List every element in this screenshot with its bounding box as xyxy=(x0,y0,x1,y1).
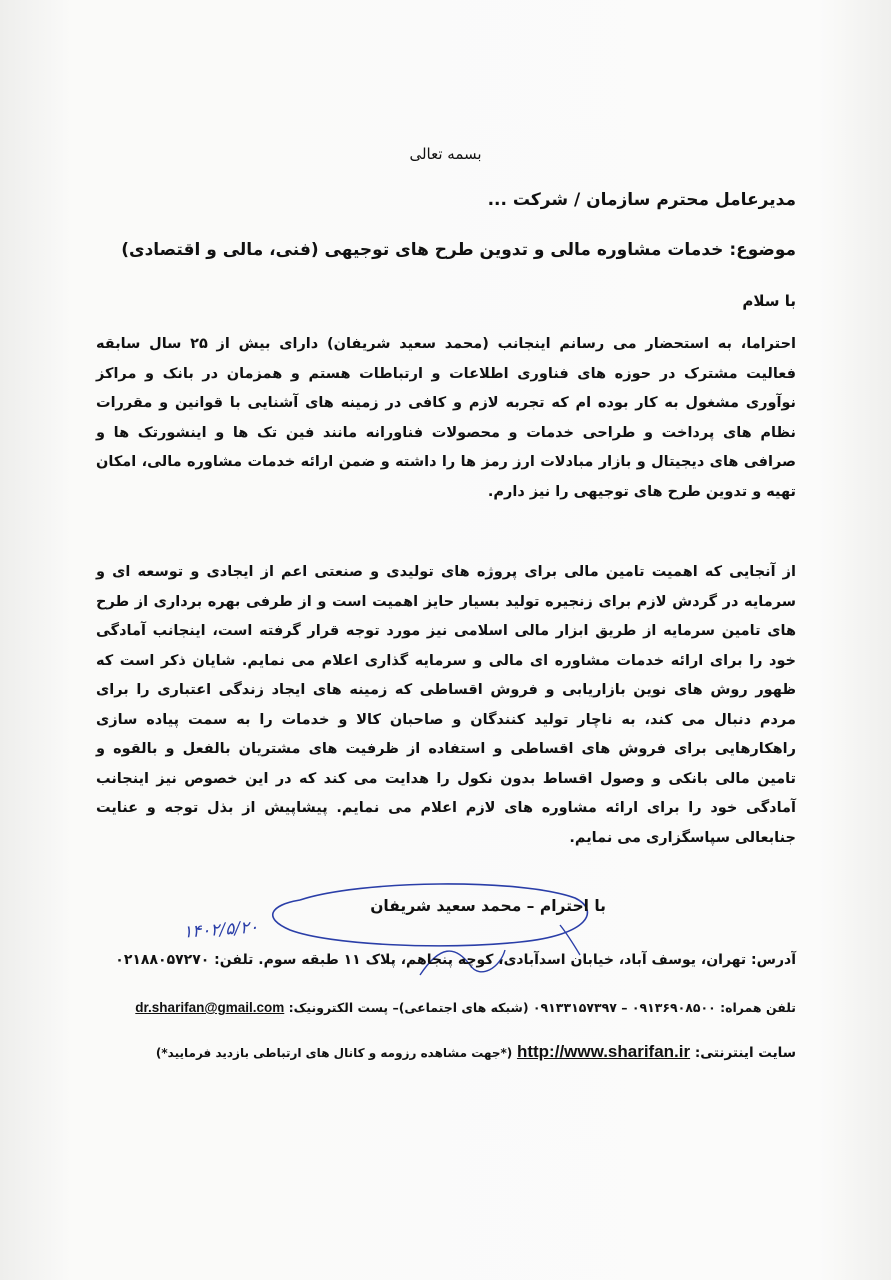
phones-label: تلفن همراه: ۰۹۱۳۶۹۰۸۵۰۰ – ۰۹۱۳۳۱۵۷۳۹۷ (شبکه های اجتماعی)– پست الکترونیک: xyxy=(288,1000,796,1015)
body-paragraph-2: از آنجایی که اهمیت تامین مالی برای پروژه های تولیدی و صنعتی اعم از ایجادی و توسعه ای و سرمایه در گردش لازم برای زنجیره تولید بسیار حایز اهمیت است و از طرفی بهره برداری از طرح های تامین سرمایه از طریق ابزار مالی اسلامی نیز مورد توجه قرار گرفته است، اینجانب آمادگی خود را برای ارائه خدمات مشاوره ای مالی و سرمایه گذاری اعلام می نمایم. شایان ذکر است که ظهور روش های نوین بازاریابی و فروش اقساطی که زمینه های ایجاد زندگی اعتباری را برای مردم دنبال می کند، به ناچار تولید کنندگان و صاحبان کالا و خدمات را به سمت پیاده سازی راهکارهایی برای فروش های اقساطی و استفاده از ظرفیت های مشتریان بالفعل و بالقوه و تامین مالی بانکی و وصول اقساط بدون نکول را هدایت می کند که در این خصوص نیز اینجانب آمادگی خود را برای ارائه مشاوره های لازم اعلام می نمایم. پیشاپیش از بذل توجه و عنایت جنابعالی سپاسگزاری می نمایم. xyxy=(96,564,796,846)
website-note: (*جهت مشاهده رزومه و کانال های ارتباطی بازدید فرمایید*) xyxy=(155,1046,513,1060)
address-line: آدرس: تهران، یوسف آباد، خیابان اسدآبادی، کوچه پنجاهم، پلاک ۱۱ طبقه سوم. تلفن: ۰۲۱۸۸۰۵۷۲۷۰ xyxy=(115,952,796,968)
contact-phones-line xyxy=(135,1000,796,1015)
basmala-heading: بسمه تعالی xyxy=(409,145,482,163)
handwritten-date: ۱۴۰۲/۵/۲۰ xyxy=(182,917,259,943)
subject-line: موضوع: خدمات مشاوره مالی و تدوین طرح های توجیهی (فنی، مالی و اقتصادی) xyxy=(121,240,796,260)
recipient-line: مدیرعامل محترم سازمان / شرکت ... xyxy=(487,190,796,210)
website-link[interactable]: http://www.sharifan.ir xyxy=(516,1042,691,1061)
email-link[interactable]: dr.sharifan@gmail.com xyxy=(135,1000,285,1015)
signature-line: با احترام – محمد سعید شریفان xyxy=(370,897,606,915)
website-line xyxy=(156,1042,796,1062)
body-paragraph-1: احتراما، به استحضار می رسانم اینجانب (محمد سعید شریفان) دارای بیش از ۲۵ سال سابقه فعالیت مشترک در حوزه های فناوری اطلاعات و ارتباطات هستم و همزمان در بانک و مراکز نوآوری مشغول به کار بوده ام که تجربه لازم و کافی در زمینه های آشنایی با قوانین و مقررات نظام های پرداخت و طراحی خدمات و محصولات فناورانه مانند فین تک ها و اینشورتک ها و صرافی های دیجیتال و بازار مبادلات ارز رمز ها را داشته و ضمن ارائه خدمات مشاوره مالی، امکان تهیه و تدوین طرح های توجیهی را نیز دارم. xyxy=(96,336,796,500)
greeting: با سلام xyxy=(742,292,796,310)
website-label: سایت اینترنتی: xyxy=(694,1045,796,1061)
